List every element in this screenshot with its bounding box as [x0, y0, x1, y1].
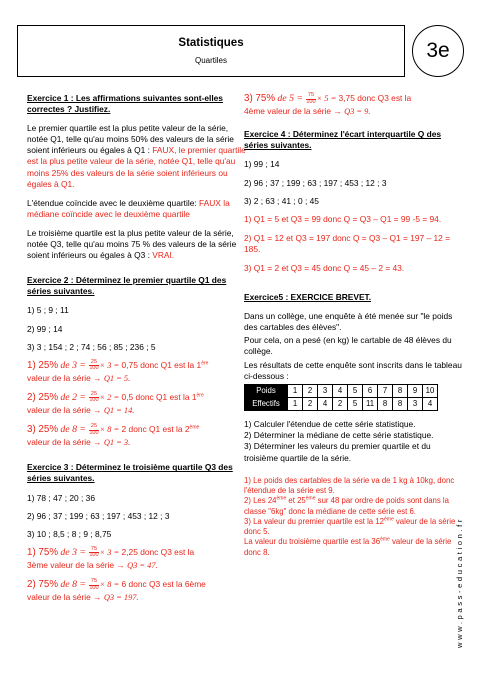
ex2-answer-1: 1) 25% de 3 = $\frac{25}{100}$ × 3 = 0,75 donc Q1 est la 1ère valeur de la série → Q1 = 5.: [27, 358, 209, 383]
table-cell: 4: [423, 398, 438, 411]
ex5-intro-2: Pour cela, on a pesé (en kg) le cartable de 48 élèves du collège.: [244, 335, 452, 357]
ex5-question-2: 2) Déterminer la médiane de cette série statistique.: [244, 430, 434, 441]
table-cell: 1: [288, 398, 303, 411]
ex3-answer-3: 3) 75% de 5 = $\frac{75}{100}$ × 5 = 3,75 donc Q3 est la 4ème valeur de la série → Q3 = 9.: [244, 92, 412, 117]
ex2-series-3: 3) 3 ; 154 ; 2 ; 74 ; 56 ; 85 ; 236 ; 5: [27, 341, 156, 352]
ex2-series-1: 1) 5 ; 9 ; 11: [27, 305, 69, 316]
table-cell: 5: [348, 398, 363, 411]
ex1-statement-2: L'étendue coïncide avec le deuxième quartile: FAUX la médiane coïncide avec le deuxième quartile: [27, 197, 230, 219]
ex4-series-2: 2) 96 ; 37 ; 199 ; 63 ; 197 ; 453 ; 12 ; 3: [244, 177, 387, 188]
ex4-answer-2: 2) Q1 = 12 et Q3 = 197 donc Q = Q3 – Q1 = 197 – 12 = 185.: [244, 232, 451, 254]
table-cell: 7: [378, 384, 393, 397]
table-header-effectifs: Effectifs: [245, 398, 288, 411]
table-cell: 5: [348, 384, 363, 397]
ex5-answer-3: 3) La valeur du premier quartile est la 12ème valeur de la série donc 5.: [244, 516, 456, 537]
table-cell: 8: [378, 398, 393, 411]
right-column: [244, 93, 464, 558]
ex2-answer-2: 2) 25% de 2 = $\frac{25}{100}$ × 2 = 0,5 donc Q1 est la 1ère valeur de la série → Q1 = 14.: [27, 390, 204, 416]
ex4-answer-1: 1) Q1 = 5 et Q3 = 99 donc Q = Q3 – Q1 = 99 -5 = 94.: [244, 213, 442, 224]
ex5-intro-1: Dans un collège, une enquête à été menée sur "le poids des cartables des élèves".: [244, 311, 453, 333]
ex4-series-3: 3) 2 ; 63 ; 41 ; 0 ; 45: [244, 195, 319, 206]
exercise-4-title: Exercice 4 : Déterminez l'écart interquartile Q des séries suivantes.: [244, 129, 442, 151]
ex5-answer-2: 2) Les 24ème et 25ème sur 48 par ordre de poids sont dans la classe "6kg" donc la médiane de cette série est 6.: [244, 495, 449, 516]
exercise-5-title: Exercice5 : EXERCICE BREVET.: [244, 292, 372, 303]
table-cell: 8: [393, 398, 408, 411]
table-cell: 10: [423, 384, 438, 397]
ex2-series-2: 2) 99 ; 14: [27, 323, 63, 334]
table-cell: 6: [363, 384, 378, 397]
table-row-effectifs: [245, 398, 438, 411]
exercise-3-title: Exercice 3 : Déterminez le troisième quartile Q3 des séries suivantes.: [27, 462, 233, 484]
ex3-series-3: 3) 10 ; 8,5 ; 8 ; 9 ; 8,75: [27, 528, 112, 539]
ex4-series-1: 1) 99 ; 14: [244, 159, 280, 170]
table-cell: 9: [408, 384, 423, 397]
page-title: Statistiques: [178, 37, 244, 49]
table-cell: 4: [318, 398, 333, 411]
ex5-intro-3: Les résultats de cette enquête sont inscrits dans le tableau ci-dessous :: [244, 359, 462, 381]
table-cell: 4: [333, 384, 348, 397]
exercise-1-title: Exercice 1 : Les affirmations suivantes sont-elles correctes ? Justifiez.: [27, 93, 223, 115]
data-table: [244, 384, 438, 412]
ex3-series-2: 2) 96 ; 37 ; 199 ; 63 ; 197 ; 453 ; 12 ; 3: [27, 510, 170, 521]
ex5-answer-3b: La valeur du troisième quartile est la 36ème valeur de la série donc 8.: [244, 536, 452, 557]
site-watermark: www.pass-education.fr: [455, 517, 464, 648]
table-cell: 11: [363, 398, 378, 411]
table-cell: 8: [393, 384, 408, 397]
table-cell: 2: [303, 398, 318, 411]
table-cell: 3: [408, 398, 423, 411]
table-cell: 3: [318, 384, 333, 397]
exercise-2-title: Exercice 2 : Déterminez le premier quartile Q1 des séries suivantes.: [27, 275, 227, 297]
ex1-statement-3: Le troisième quartile est la plus petite valeur de la série, notée Q3, telle qu'au moins 75 % des valeurs de la série soient inférieurs ou égales à Q3 : VRAI.: [27, 227, 237, 261]
ex3-answer-1: 1) 75% de 3 = $\frac{75}{100}$ × 3 = 2,25 donc Q3 est la 3ème valeur de la série → Q3 = 47.: [27, 545, 195, 570]
left-column: [27, 93, 247, 611]
ex5-answer-1: 1) Le poids des cartables de la série va de 1 kg à 10kg, donc l'étendue de la série est 9.: [244, 475, 455, 495]
table-cell: 2: [303, 384, 318, 397]
table-cell: 2: [333, 398, 348, 411]
ex5-question-3: 3) Déterminer les valeurs du premier quartile et du troisième quartile de la série.: [244, 441, 431, 463]
table-header-poids: Poids: [245, 384, 288, 397]
ex2-answer-3: 3) 25% de 8 = $\frac{25}{100}$ × 8 = 2 donc Q1 est la 2ème valeur de la série → Q1 = 3.: [27, 423, 200, 448]
ex5-answers: [244, 476, 464, 558]
level-badge: 3e: [412, 25, 464, 77]
ex3-series-1: 1) 78 ; 47 ; 20 ; 36: [27, 492, 95, 503]
header-box: [17, 25, 405, 77]
ex5-question-1: 1) Calculer l'étendue de cette série statistique.: [244, 419, 416, 430]
ex4-answer-3: 3) Q1 = 2 et Q3 = 45 donc Q = 45 – 2 = 43.: [244, 262, 405, 273]
ex3-answer-2: 2) 75% de 8 = $\frac{75}{100}$ × 8 = 6 donc Q3 est la 6ème valeur de la série → Q3 = 197.: [27, 578, 206, 603]
table-row-poids: [245, 384, 438, 397]
table-cell: 1: [288, 384, 303, 397]
ex1-statement-1: Le premier quartile est la plus petite valeur de la série, notée Q1, telle qu'au moins 50% des valeurs de la série soient inférieurs ou égales à Q1 : FAUX, le premier quartile est la plus petite valeur de la série, notée Q1, telle qu'au moins 25% des valeurs de la série soient inférieurs ou égales à Q1.: [27, 123, 246, 189]
page-subtitle: Quartiles: [194, 56, 227, 66]
